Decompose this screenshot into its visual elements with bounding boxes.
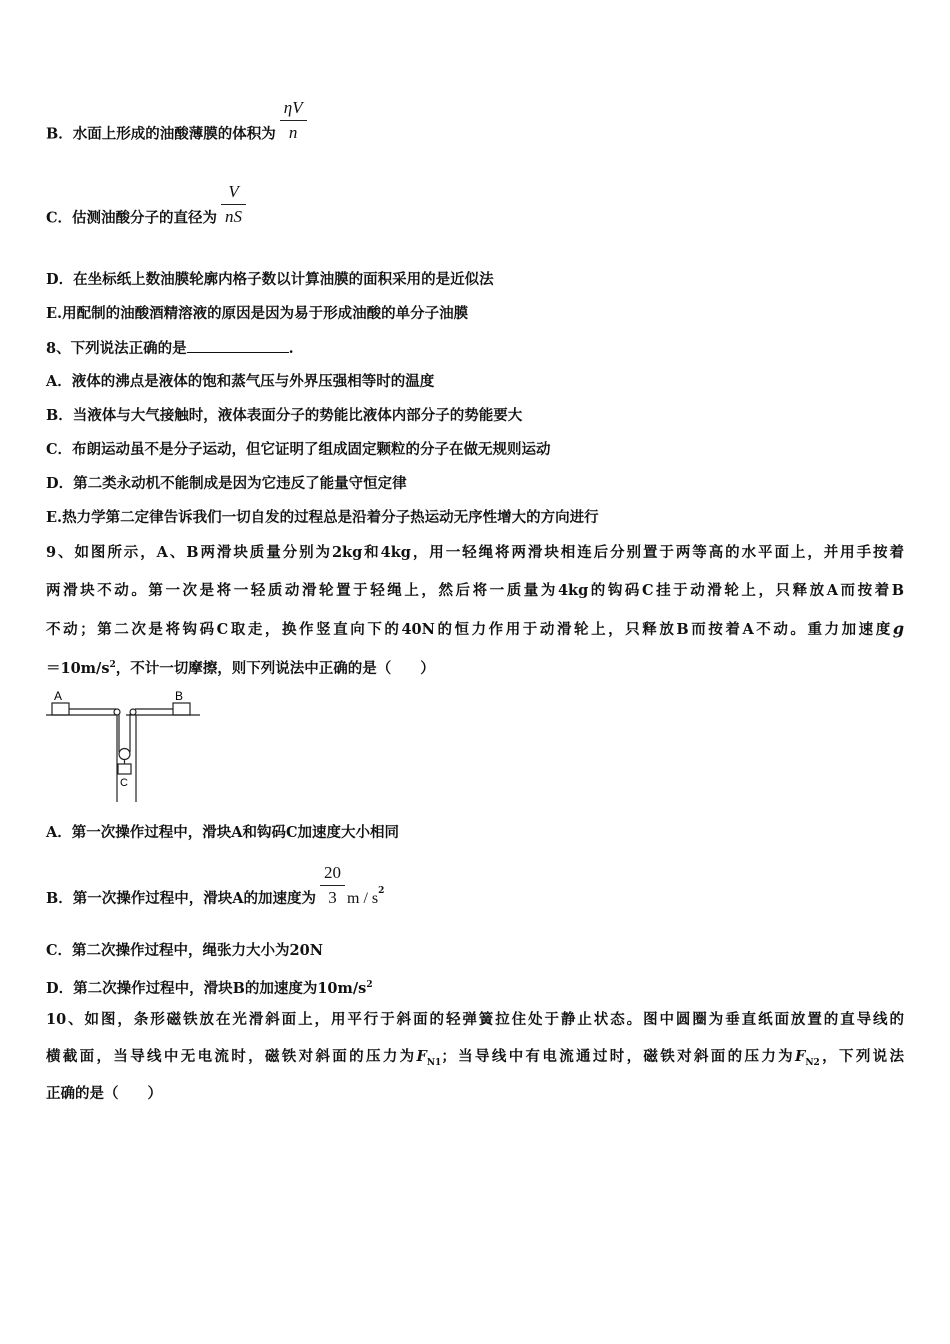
- block-b: [173, 703, 190, 715]
- subscript-n1: N1: [426, 1057, 442, 1068]
- moving-pulley: [119, 749, 130, 760]
- superscript: 2: [109, 660, 116, 670]
- q9-stem-line-3-text: 不动；第二次是将钩码C取走，换作竖直向下的40N的恒力作用于动滑轮上，只释放B而按着A不动。重力加速度: [46, 621, 893, 638]
- q10-line-2-part-1: 横截面，当导线中无电流时，磁铁对斜面的压力为: [46, 1048, 417, 1065]
- q9-stem-line-2: 两滑块不动。第一次是将一轻质动滑轮置于轻绳上，然后将一质量为4kg的钩码C挂于动滑轮上，只释放A而按着B: [46, 582, 904, 599]
- q8-option-e: E.热力学第二定律告诉我们一切自发的过程总是沿着分子热运动无序性增大的方向进行: [46, 509, 599, 526]
- q7-option-c-fraction: [221, 180, 246, 229]
- q8-stem-end: .: [288, 340, 294, 357]
- q9-stem-line-4: [46, 655, 435, 679]
- q10-line-2-part-2: ；当导线中有电流通过时，磁铁对斜面的压力为: [441, 1048, 796, 1065]
- q7-option-c-text: C．估测油酸分子的直径为: [46, 209, 218, 227]
- q8-option-a: A．液体的沸点是液体的饱和蒸气压与外界压强相等时的温度: [46, 373, 435, 390]
- q10-line-2-part-3: ，下列说法: [819, 1048, 905, 1065]
- q8-stem: [46, 338, 294, 359]
- superscript: 2: [378, 886, 385, 896]
- q10-stem-line-1: 10、如图，条形磁铁放在光滑斜面上，用平行于斜面的轻弹簧拉住处于静止状态。图中圆圈为垂直纸面放置的直导线的: [46, 1011, 904, 1028]
- q7-option-b-text: B．水面上形成的油酸薄膜的体积为: [46, 125, 276, 143]
- label-b: B: [175, 689, 184, 703]
- q8-option-b: B．当液体与大气接触时，液体表面分子的势能比液体内部分子的势能要大: [46, 407, 523, 424]
- symbol-f: F: [416, 1048, 427, 1065]
- q9-option-d: [46, 975, 373, 999]
- q9-stem-line-1: 9、如图所示，A、B两滑块质量分别为2kg和4kg，用一轻绳将两滑块相连后分别置于两等高的水平面上，并用手按着: [46, 544, 904, 561]
- q9-pulley-figure: [44, 688, 204, 806]
- superscript: 2: [366, 980, 373, 990]
- q9-option-b: [46, 862, 385, 910]
- fraction-denominator: nS: [225, 207, 243, 226]
- weight-c: [118, 764, 131, 774]
- fraction-numerator: V: [221, 180, 246, 205]
- unit: m / s: [347, 890, 379, 907]
- label-a: A: [54, 689, 63, 703]
- q7-option-d: D．在坐标纸上数油膜轮廓内格子数以计算油膜的面积采用的是近似法: [46, 271, 494, 288]
- q7-option-e: E.用配制的油酸酒精溶液的原因是因为易于形成油酸的单分子油膜: [46, 305, 469, 322]
- symbol-f: F: [795, 1048, 806, 1065]
- q7-option-b-fraction: [280, 96, 307, 145]
- fraction-denominator: n: [288, 123, 298, 142]
- answer-blank: [187, 338, 289, 353]
- q9-option-c: C．第二次操作过程中，绳张力大小为20N: [46, 942, 323, 959]
- q8-stem-text: 8、下列说法正确的是: [46, 340, 187, 357]
- q8-option-c: C．布朗运动虽不是分子运动，但它证明了组成固定颗粒的分子在做无规则运动: [46, 441, 551, 458]
- q8-option-d: D．第二类永动机不能制成是因为它违反了能量守恒定律: [46, 475, 407, 492]
- subscript-n2: N2: [805, 1057, 820, 1068]
- q10-stem-line-2: [46, 1047, 904, 1073]
- symbol-g: g: [892, 619, 904, 638]
- right-pulley: [130, 709, 136, 715]
- q9-option-b-fraction: [320, 861, 345, 910]
- q9-stem-line-4-text: ，不计一切摩擦，则下列说法中正确的是（ ）: [115, 659, 435, 677]
- fraction-numerator: ηV: [280, 96, 307, 121]
- fraction-numerator: 20: [320, 861, 345, 886]
- q9-stem-line-3: [46, 619, 904, 640]
- q10-stem-line-3: 正确的是（ ）: [46, 1085, 162, 1102]
- q9-option-d-text: D．第二次操作过程中，滑块B的加速度为10m/s: [46, 979, 367, 997]
- q9-option-b-text: B．第一次操作过程中，滑块A的加速度为: [46, 890, 317, 907]
- q7-option-c: [46, 182, 246, 229]
- q9-option-a: A．第一次操作过程中，滑块A和钩码C加速度大小相同: [46, 824, 400, 841]
- label-c: C: [120, 777, 128, 789]
- fraction-denominator: 3: [328, 887, 337, 907]
- q9-gravity-value: ＝10m/s: [46, 659, 110, 677]
- block-a: [52, 703, 69, 715]
